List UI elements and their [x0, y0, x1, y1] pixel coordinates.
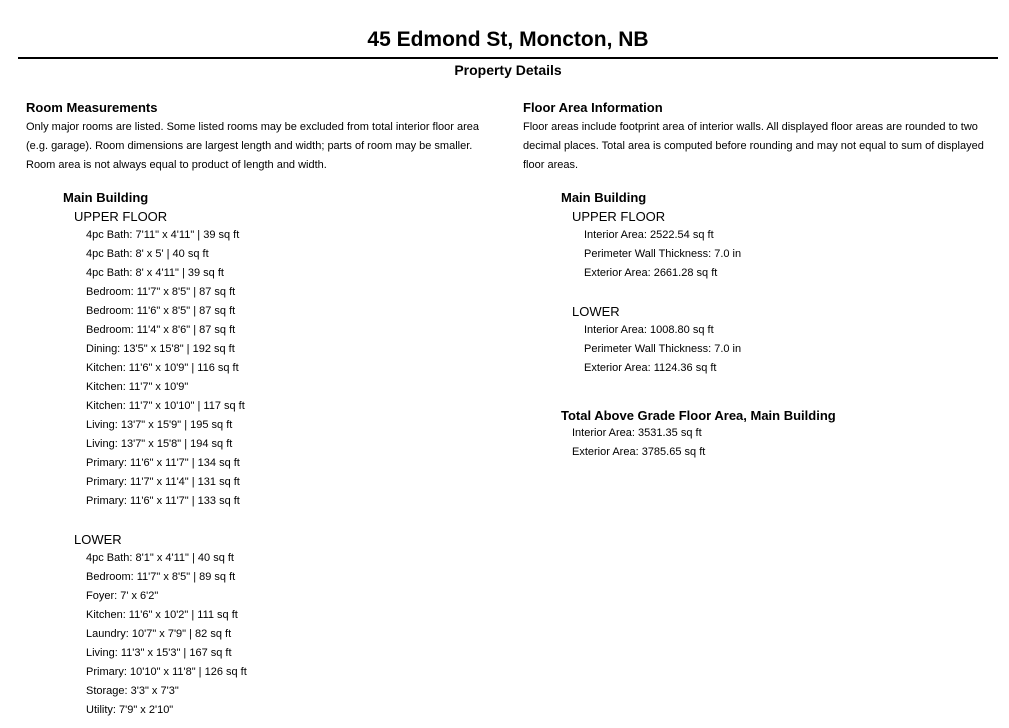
- area-floor-title-upper: UPPER FLOOR: [572, 209, 666, 224]
- room-item: Dining: 13'5" x 15'8" | 192 sq ft: [86, 343, 235, 355]
- floor-area-note: Floor areas include footprint area of interior walls. All displayed floor areas are rounded to two decimal places. Total area is computed before rounding and may not equal to sum of displayed floor areas.: [523, 121, 984, 171]
- wall-thickness: Perimeter Wall Thickness: 7.0 in: [584, 248, 742, 260]
- room-list-upper: [86, 226, 496, 511]
- room-measurements-section: [26, 100, 496, 720]
- room-item: 4pc Bath: 8' x 5' | 40 sq ft: [86, 248, 209, 260]
- total-exterior-area: Exterior Area: 3785.65 sq ft: [572, 446, 706, 458]
- area-list-upper: [584, 226, 1003, 283]
- room-item: Living: 11'3" x 15'3" | 167 sq ft: [86, 647, 232, 659]
- room-item: 4pc Bath: 8' x 4'11" | 39 sq ft: [86, 267, 224, 279]
- wall-thickness: Perimeter Wall Thickness: 7.0 in: [584, 343, 742, 355]
- page-title: 45 Edmond St, Moncton, NB: [367, 28, 649, 51]
- room-item: Kitchen: 11'7" x 10'9": [86, 381, 189, 393]
- room-item: Primary: 11'6" x 11'7" | 134 sq ft: [86, 457, 240, 469]
- total-area-block: [561, 408, 1003, 462]
- room-building-block: [63, 190, 496, 720]
- room-list-lower: [86, 549, 496, 720]
- room-item: Storage: 3'3" x 7'3": [86, 685, 179, 697]
- room-item: Bedroom: 11'4" x 8'6" | 87 sq ft: [86, 324, 236, 336]
- area-list-lower: [584, 321, 1003, 378]
- room-item: Primary: 11'7" x 11'4" | 131 sq ft: [86, 476, 240, 488]
- area-building-block: [561, 190, 1003, 378]
- total-interior-area: Interior Area: 3531.35 sq ft: [572, 427, 702, 439]
- area-building-title: Main Building: [561, 190, 647, 205]
- interior-area: Interior Area: 1008.80 sq ft: [584, 324, 714, 336]
- title-divider: [18, 57, 998, 59]
- room-item: 4pc Bath: 7'11" x 4'11" | 39 sq ft: [86, 229, 240, 241]
- floor-spacer: [63, 511, 496, 529]
- interior-area: Interior Area: 2522.54 sq ft: [584, 229, 714, 241]
- room-item: Bedroom: 11'7" x 8'5" | 87 sq ft: [86, 286, 236, 298]
- total-area-heading: Total Above Grade Floor Area, Main Building: [561, 408, 836, 423]
- total-area-list: [572, 424, 1003, 462]
- room-item: Bedroom: 11'6" x 8'5" | 87 sq ft: [86, 305, 236, 317]
- room-item: Bedroom: 11'7" x 8'5" | 89 sq ft: [86, 571, 236, 583]
- room-item: Kitchen: 11'6" x 10'9" | 116 sq ft: [86, 362, 239, 374]
- page-subtitle: Property Details: [454, 62, 562, 78]
- room-item: Kitchen: 11'6" x 10'2" | 111 sq ft: [86, 609, 238, 621]
- exterior-area: Exterior Area: 1124.36 sq ft: [584, 362, 717, 374]
- room-item: Primary: 11'6" x 11'7" | 133 sq ft: [86, 495, 240, 507]
- room-item: 4pc Bath: 8'1" x 4'11" | 40 sq ft: [86, 552, 234, 564]
- room-item: Laundry: 10'7" x 7'9" | 82 sq ft: [86, 628, 232, 640]
- room-measurements-note: Only major rooms are listed. Some listed rooms may be excluded from total interior floor area (e.g. garage). Room dimensions are largest length and width; parts of room may be smaller. Room area is not always equal to product of length and width.: [26, 121, 480, 171]
- room-item: Primary: 10'10" x 11'8" | 126 sq ft: [86, 666, 247, 678]
- floor-spacer: [561, 283, 1003, 301]
- floor-area-section: [523, 100, 1003, 462]
- exterior-area: Exterior Area: 2661.28 sq ft: [584, 267, 718, 279]
- room-building-title: Main Building: [63, 190, 149, 205]
- room-item: Foyer: 7' x 6'2": [86, 590, 159, 602]
- room-floor-title-upper: UPPER FLOOR: [74, 209, 168, 224]
- room-floor-title-lower: LOWER: [74, 532, 122, 547]
- area-floor-title-lower: LOWER: [572, 304, 620, 319]
- room-item: Kitchen: 11'7" x 10'10" | 117 sq ft: [86, 400, 245, 412]
- room-item: Living: 13'7" x 15'8" | 194 sq ft: [86, 438, 233, 450]
- room-measurements-heading: Room Measurements: [26, 100, 158, 115]
- room-item: Living: 13'7" x 15'9" | 195 sq ft: [86, 419, 233, 431]
- room-item: Utility: 7'9" x 2'10": [86, 704, 174, 716]
- floor-area-heading: Floor Area Information: [523, 100, 663, 115]
